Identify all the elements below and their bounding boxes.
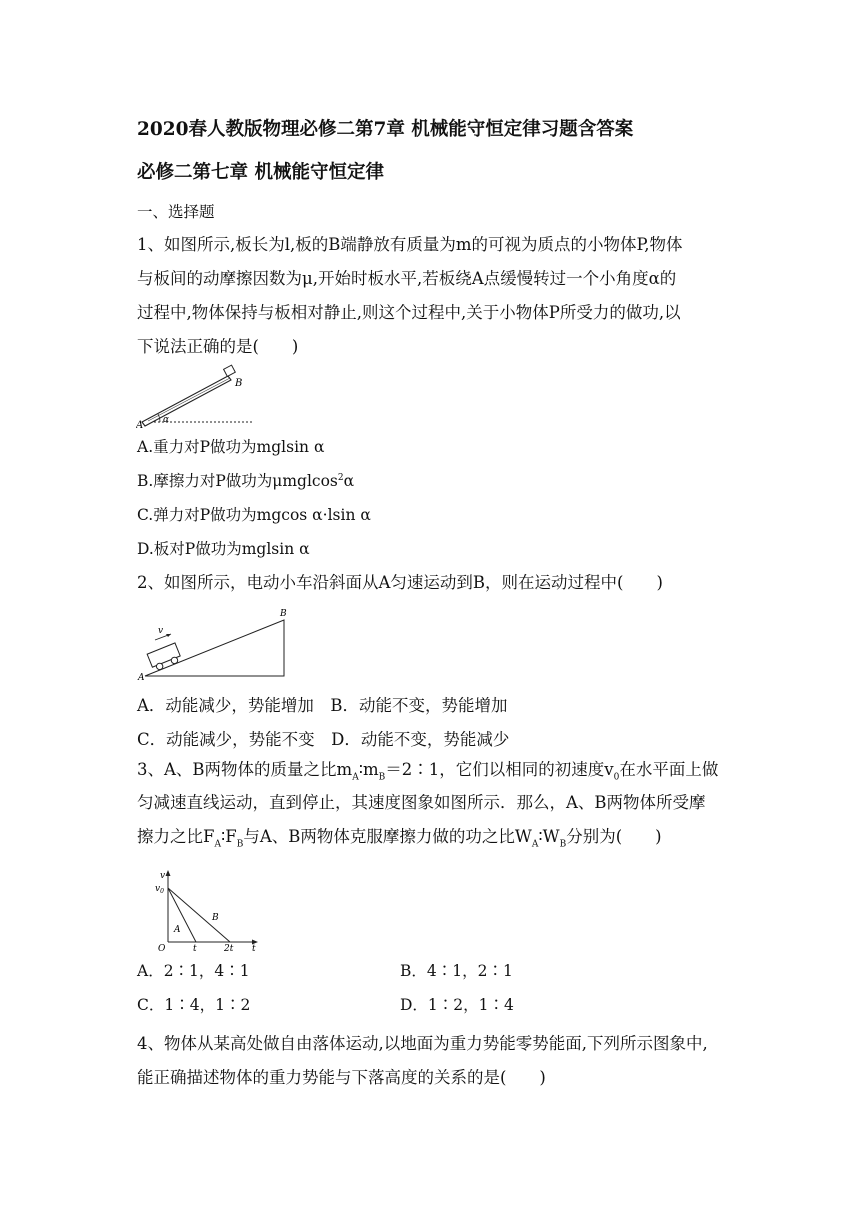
q1-stem-line-4: 下说法正确的是( ) (137, 337, 299, 356)
q1-stem-line-1: 1、如图所示,板长为l,板的B端静放有质量为m的可视为质点的小物体P,物体 (137, 235, 683, 254)
q3-option-b: B．4∶1，2∶1 (400, 962, 513, 980)
q3-label-origin: O (158, 944, 166, 952)
q3-label-t: t (193, 944, 197, 952)
q2-label-v: v (158, 626, 164, 636)
q3-l3-part-1: 擦力之比F (137, 827, 215, 846)
q1-option-b-alpha: α (343, 472, 355, 491)
q1-stem-line-3: 过程中,物体保持与板相对静止,则这个过程中,关于小物体P所受力的做功,以 (137, 303, 681, 322)
q3-option-c: C．1∶4，1∶2 (137, 996, 251, 1014)
q3-label-t-axis: t (252, 944, 256, 952)
q1-figure-tilted-board (136, 364, 260, 430)
q2-options-row-1: A．动能减少，势能增加 B．动能不变，势能增加 (137, 696, 508, 715)
q3-l1-part-2: ∶m (358, 760, 379, 779)
q3-l1-part-4: 在水平面上做 (619, 760, 719, 779)
chapter-title: 必修二第七章 机械能守恒定律 (137, 162, 384, 183)
document-title: 2020春人教版物理必修二第7章 机械能守恒定律习题含答案 (137, 119, 634, 140)
q1-option-b-exponent: 2 (337, 473, 344, 483)
q3-label-line-a: A (174, 925, 181, 935)
q4-stem-line-2: 能正确描述物体的重力势能与下落高度的关系的是( ) (137, 1068, 546, 1087)
q3-option-d: D．1∶2，1∶4 (400, 996, 514, 1014)
q3-stem-line-2: 匀减速直线运动，直到停止，其速度图象如图所示．那么，A、B两物体所受摩 (137, 793, 706, 812)
q3-l1-sub-0: 0 (613, 772, 620, 783)
q1-label-alpha: α (163, 415, 170, 425)
q1-label-b: B (235, 378, 243, 389)
q3-l1-part-3: ＝2∶1，它们以相同的初速度v (385, 760, 614, 779)
q3-l1-sub-a: A (352, 772, 359, 783)
q3-label-v0: $v_0$ (155, 884, 164, 895)
q2-label-a: A (138, 673, 145, 682)
q3-label-2t: 2t (224, 944, 234, 952)
q3-stem-line-3 (137, 829, 662, 849)
q3-l3-part-3: 与A、B两物体克服摩擦力做的功之比W (243, 827, 532, 846)
q3-option-a: A．2∶1，4∶1 (137, 962, 250, 980)
q4-stem-line-1: 4、物体从某高处做自由落体运动,以地面为重力势能零势能面,下列所示图象中, (137, 1034, 708, 1053)
q2-stem: 2、如图所示，电动小车沿斜面从A匀速运动到B，则在运动过程中( ) (137, 573, 663, 592)
q1-option-a: A.重力对P做功为mglsin α (137, 438, 325, 456)
q3-l3-sub-a2: A (531, 839, 539, 850)
q1-stem-line-2: 与板间的动摩擦因数为μ,开始时板水平,若板绕A点缓慢转过一个小角度α的 (137, 269, 677, 288)
section-heading: 一、选择题 (137, 203, 215, 221)
q3-figure-velocity-graph (142, 868, 266, 952)
q2-label-b: B (280, 609, 287, 619)
q3-l1-sub-b: B (378, 772, 386, 783)
q2-options-row-2: C．动能减少，势能不变 D．动能不变，势能减少 (137, 730, 510, 749)
q3-label-line-b: B (212, 913, 219, 923)
q3-l1-part-1: 3、A、B两物体的质量之比m (137, 760, 353, 779)
q3-l3-sub-b2: B (559, 839, 567, 850)
q3-l3-part-4: ∶W (538, 827, 560, 846)
q1-option-b-text: B.摩擦力对P做功为μmglcos (137, 472, 338, 491)
q3-label-v-axis: v (160, 871, 166, 881)
q1-option-d: D.板对P做功为mglsin α (137, 540, 310, 558)
q1-option-b (137, 474, 354, 490)
q3-l3-part-5: 分别为( ) (566, 827, 662, 846)
q3-l3-part-2: ∶F (220, 827, 237, 846)
q3-l3-sub-b1: B (236, 839, 244, 850)
q1-label-a: A (136, 420, 144, 430)
q3-l3-sub-a1: A (214, 839, 221, 850)
q1-option-c: C.弹力对P做功为mgcos α·lsin α (137, 506, 371, 524)
q3-stem-line-1 (137, 762, 718, 782)
q2-figure-incline (137, 606, 291, 682)
